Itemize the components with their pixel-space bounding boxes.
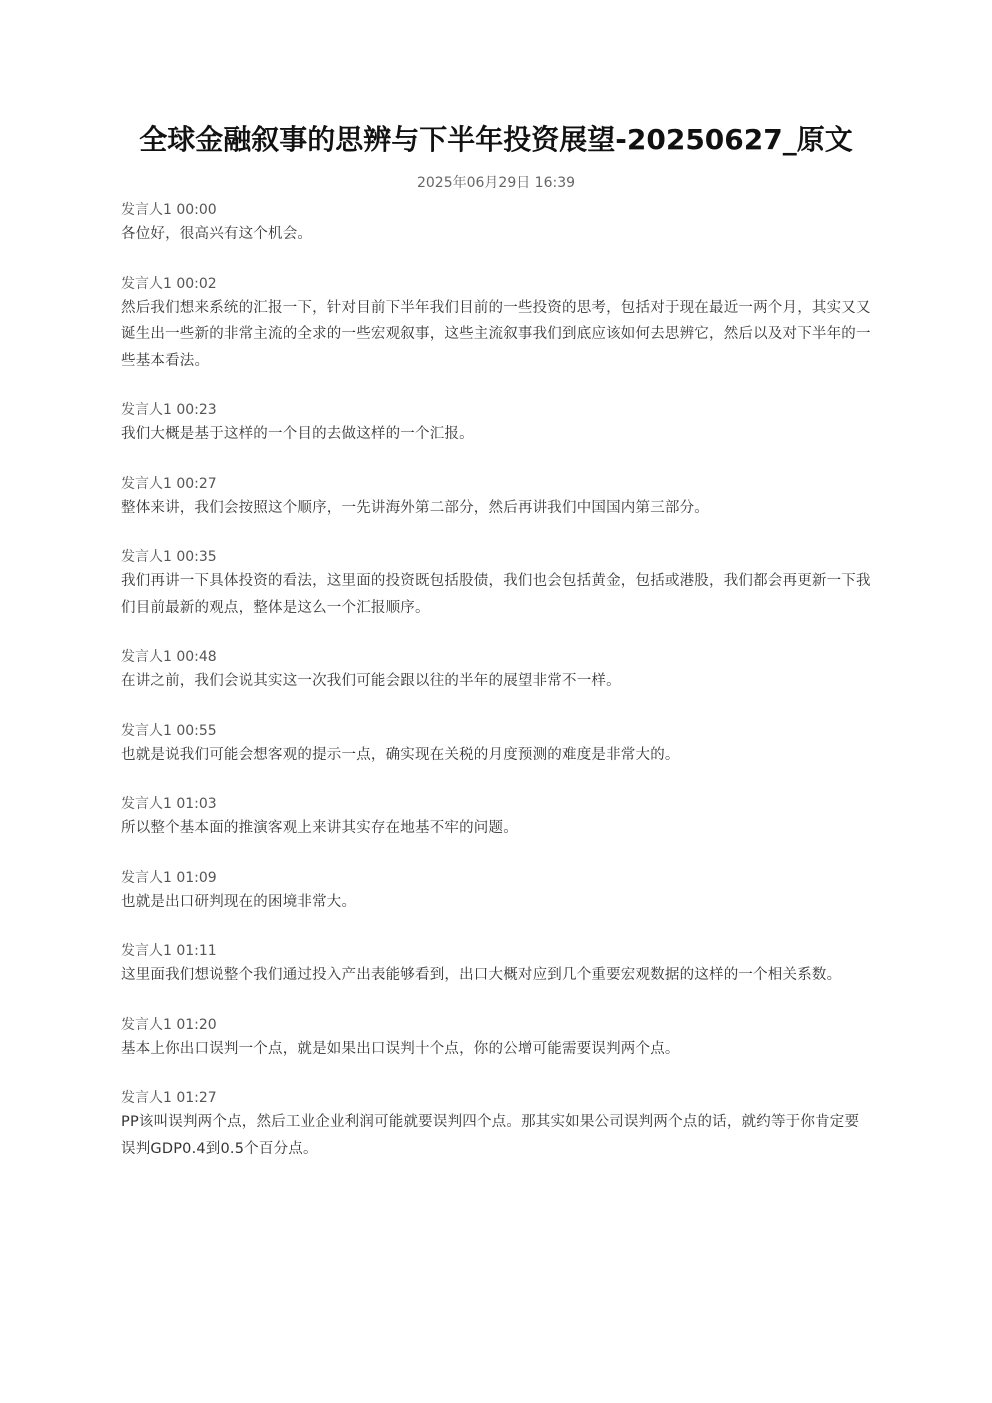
transcript-text: 各位好，很高兴有这个机会。: [121, 226, 313, 242]
transcript-entry: [121, 1087, 873, 1162]
transcript-entry: [121, 720, 873, 769]
speaker-timestamp: 发言人1 01:27: [121, 1090, 217, 1106]
transcript-entry: [121, 473, 873, 522]
transcript-text: 也就是出口研判现在的困境非常大。: [121, 893, 357, 910]
speaker-timestamp: 发言人1 00:02: [121, 275, 217, 292]
transcript-text: 然后我们想来系统的汇报一下，针对目前下半年我们目前的一些投资的思考，包括对于现在最近一两个月，其实又又诞生出一些新的非常主流的全求的一些宏观叙事，这些主流叙事我们到底应该如何去思辨它，然后以及对下半年的一些基本看法。: [121, 299, 871, 369]
transcript-text: 我们大概是基于这样的一个目的去做这样的一个汇报。: [121, 426, 474, 442]
transcript-entry: [121, 867, 873, 916]
document-title: 全球金融叙事的思辨与下半年投资展望-20250627_原文: [139, 123, 853, 156]
transcript-entry: [121, 793, 873, 842]
speaker-timestamp: 发言人1 01:03: [121, 796, 217, 812]
transcript-text: 在讲之前，我们会说其实这一次我们可能会跟以往的半年的展望非常不一样。: [121, 673, 621, 689]
transcript-text: 整体来讲，我们会按照这个顺序，一先讲海外第二部分，然后再讲我们中国国内第三部分。: [121, 499, 709, 516]
transcript-list: [121, 199, 873, 1187]
transcript-entry: [121, 1014, 873, 1063]
transcript-text: 我们再讲一下具体投资的看法，这里面的投资既包括股债，我们也会包括黄金，包括或港股，我们都会再更新一下我们目前最新的观点，整体是这么一个汇报顺序。: [121, 573, 871, 616]
transcript-text: 所以整个基本面的推演客观上来讲其实存在地基不牢的问题。: [121, 820, 518, 836]
transcript-text: 基本上你出口误判一个点，就是如果出口误判十个点，你的公增可能需要误判两个点。: [121, 1040, 680, 1057]
speaker-timestamp: 发言人1 00:27: [121, 475, 217, 492]
transcript-text: PP该叫误判两个点，然后工业企业利润可能就要误判四个点。那其实如果公司误判两个点的话，就约等于你肯定要误判GDP0.4到0.5个百分点。: [121, 1114, 860, 1157]
transcript-entry: [121, 273, 873, 375]
speaker-timestamp: 发言人1 00:35: [121, 549, 217, 565]
transcript-entry: [121, 546, 873, 621]
speaker-timestamp: 发言人1 00:48: [121, 649, 217, 665]
speaker-timestamp: 发言人1 01:09: [121, 869, 217, 886]
transcript-entry: [121, 646, 873, 695]
document-date: 2025年06月29日 16:39: [416, 175, 576, 191]
transcript-text: 这里面我们想说整个我们通过投入产出表能够看到，出口大概对应到几个重要宏观数据的这样的一个相关系数。: [121, 967, 842, 983]
transcript-entry: [121, 199, 873, 248]
transcript-text: 也就是说我们可能会想客观的提示一点，确实现在关税的月度预测的难度是非常大的。: [121, 746, 680, 763]
speaker-timestamp: 发言人1 00:23: [121, 402, 217, 418]
speaker-timestamp: 发言人1 00:55: [121, 722, 217, 739]
transcript-entry: [121, 940, 873, 989]
transcript-entry: [121, 399, 873, 448]
speaker-timestamp: 发言人1 01:11: [121, 943, 217, 959]
speaker-timestamp: 发言人1 00:00: [121, 202, 217, 218]
speaker-timestamp: 发言人1 01:20: [121, 1016, 217, 1033]
